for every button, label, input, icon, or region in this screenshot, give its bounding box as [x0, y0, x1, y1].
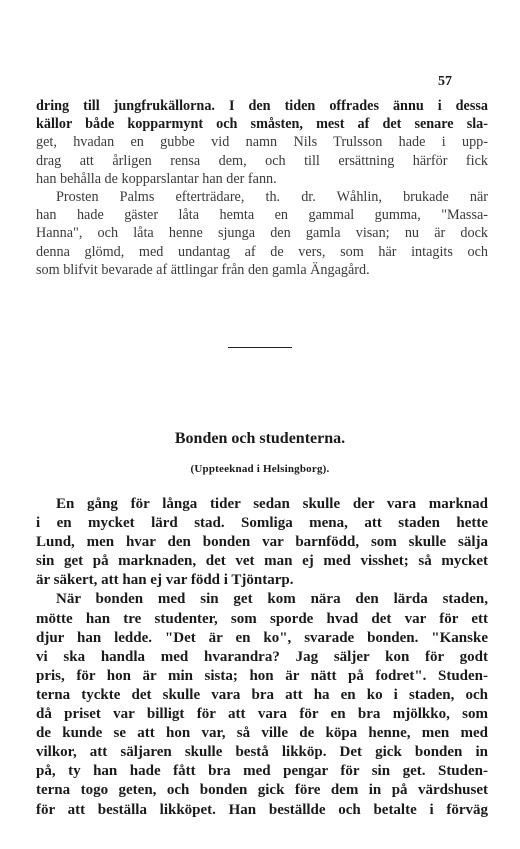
text-line: get, hvadan en gubbe vid namn Nils Trulsson hade i upp-: [36, 134, 488, 151]
text-line: terna togo geten, och bonden gick före dem in på värdshuset: [36, 782, 488, 799]
text-line: sin get på marknaden, det vet man ej med visshet; så mycket: [36, 553, 488, 570]
text-line: för att beställa likköpet. Han beställde och betalte i förväg: [36, 801, 488, 818]
text-line: då priset var billigt för att vara för en bra mjölkko, som: [36, 706, 488, 723]
text-line: källor både kopparmynt och småsten, mest af det senare sla-: [36, 116, 488, 133]
text-line: vi ska handla med hvarandra? Jag säljer kon för godt: [36, 648, 488, 665]
text-line: En gång för långa tider sedan skulle der vara marknad: [56, 496, 488, 512]
text-line: djur han ledde. "Det är en ko", svarade bonden. "Kanske: [36, 629, 488, 646]
text-line: terna tyckte det skulle vara bra att ha en ko i staden, och: [36, 686, 488, 703]
text-line: denna glömd, med undantag af de vers, som här intagits och: [36, 243, 488, 260]
text-line: i en mycket lärd stad. Somliga mena, att staden hette: [36, 515, 488, 532]
story-paragraphs: [36, 495, 488, 820]
section-title: Bonden och studenterna.: [174, 430, 346, 447]
text-line: vilkor, att säljaren skulle bestå likköp. Det gick bonden in: [36, 744, 488, 761]
text-line: När bonden med sin get kom nära den lärda staden,: [56, 591, 488, 608]
text-line: Prosten Palms efterträdare, th. dr. Wåhlin, brukade när: [56, 189, 488, 206]
text-line: han hade gäster låta hemta en gammal gumma, "Massa-: [36, 207, 488, 224]
section-divider: [228, 347, 292, 348]
text-line: Lund, men hvar den bonden var barnfödd, som skulle sälja: [36, 534, 488, 551]
text-line: han behålla de kopparslantar han der fann.: [36, 170, 277, 187]
page-number: 57: [438, 74, 452, 89]
text-line: drag att årligen rensa dem, och till ersättning härför fick: [36, 152, 488, 169]
top-paragraphs: [36, 97, 488, 279]
text-line: är säkert, att han ej var född i Tjöntarp.: [36, 572, 294, 589]
section-subtitle: (Uppteeknad i Helsingborg).: [190, 463, 330, 475]
text-line: dring till jungfrukällorna. I den tiden offrades ännu i dessa: [36, 98, 488, 114]
text-line: de kunde se att hon var, så ville de köpa henne, men med: [36, 725, 488, 742]
text-line: mötte han tre studenter, som sporde hvad det var för ett: [36, 610, 488, 627]
text-line: Hanna", och låta henne sjunga den gamla visan; nu är dock: [36, 225, 488, 242]
text-line: som blifvit bevarade af ättlingar från den gamla Ängagård.: [36, 261, 370, 278]
text-line: på, ty han hade fått bra med pengar för sin get. Studen-: [36, 763, 488, 780]
text-line: pris, för hon är min sista; hon är nätt på fodret". Studen-: [36, 667, 488, 684]
